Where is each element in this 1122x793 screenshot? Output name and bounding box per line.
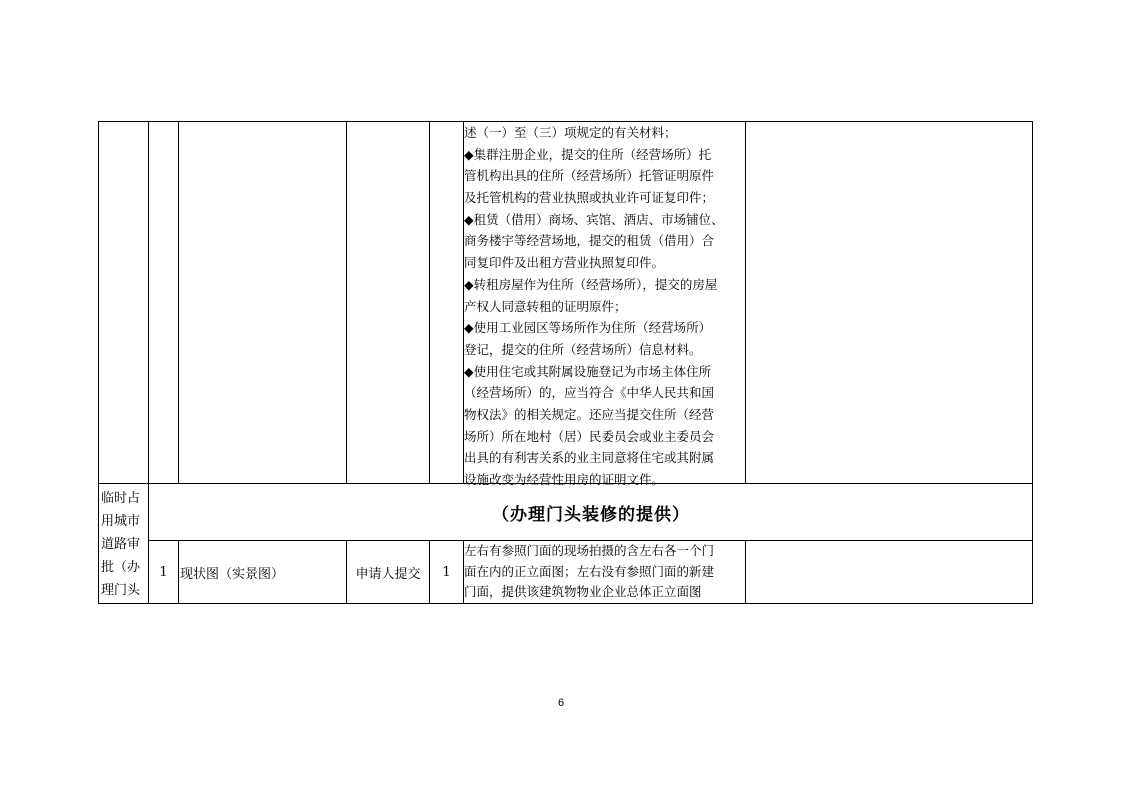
column-separator	[346, 121, 347, 483]
table-bottom-border	[98, 603, 1033, 604]
requirement-line: 管机构出具的住所（经营场所）托管证明原件	[464, 168, 715, 184]
requirement-line: 出具的有利害关系的业主同意将住宅或其附属	[464, 450, 715, 466]
column-separator	[429, 121, 430, 483]
category-cell	[101, 487, 147, 602]
page-number: 6	[557, 697, 565, 709]
category-line: 理门头	[101, 583, 141, 598]
requirement-line: 面在内的正立面图；左右没有参照门面的新建	[464, 563, 715, 579]
requirement-line: 述（一）至（三）项规定的有关材料；	[464, 125, 677, 140]
requirement-line: ◆使用工业园区等场所作为住所（经营场所）	[464, 320, 712, 336]
requirement-line: ◆租赁（借用）商场、宾馆、酒店、市场铺位、	[464, 211, 724, 227]
copies-count: 1	[442, 564, 451, 580]
material-name: 现状图（实景图）	[180, 566, 285, 582]
requirement-line: 设施改变为经营性用房的证明文件。	[464, 472, 665, 487]
requirements-cell	[464, 122, 746, 491]
requirement-line: （经营场所）的，应当符合《中华人民共和国	[464, 385, 715, 401]
requirement-line: ◆集群注册企业，提交的住所（经营场所）托	[464, 146, 712, 162]
requirement-line: 登记，提交的住所（经营场所）信息材料。	[464, 341, 702, 357]
table-left-border	[98, 121, 99, 604]
requirement-line: 商务楼宇等经营场地，提交的租赁（借用）合	[464, 233, 715, 249]
requirement-line: 及托管机构的营业执照或执业许可证复印件；	[464, 190, 715, 206]
column-separator	[148, 121, 149, 604]
requirement-line: 同复印件及出租方营业执照复印件。	[464, 255, 665, 271]
requirement-line: 产权人同意转租的证明原件；	[464, 298, 627, 314]
material-source: 申请人提交	[355, 566, 421, 582]
materials-table	[98, 121, 1033, 604]
requirement-line: 场所）所在地村（居）民委员会或业主委员会	[464, 428, 715, 444]
category-line: 批（办	[101, 560, 141, 575]
row-index: 1	[159, 564, 168, 580]
requirement-line: 左右有参照门面的现场拍摄的含左右各一个门	[464, 543, 715, 558]
category-line: 临时占	[101, 491, 141, 506]
requirement-cell	[464, 541, 746, 603]
section-heading: （办理门头装修的提供）	[492, 504, 690, 525]
requirement-line: 物权法》的相关规定。还应当提交住所（经营	[464, 406, 715, 422]
column-separator	[178, 121, 179, 483]
requirement-line: 门面，提供该建筑物物业企业总体正立面图	[464, 584, 702, 599]
table-right-border	[1032, 121, 1033, 604]
requirement-line: ◆使用住宅或其附属设施登记为市场主体住所	[464, 363, 712, 379]
column-separator	[178, 540, 179, 604]
category-line: 用城市	[101, 514, 141, 529]
requirement-line: ◆转租房屋作为住所（经营场所），提交的房屋	[464, 276, 718, 292]
category-line: 道路审	[101, 537, 141, 552]
